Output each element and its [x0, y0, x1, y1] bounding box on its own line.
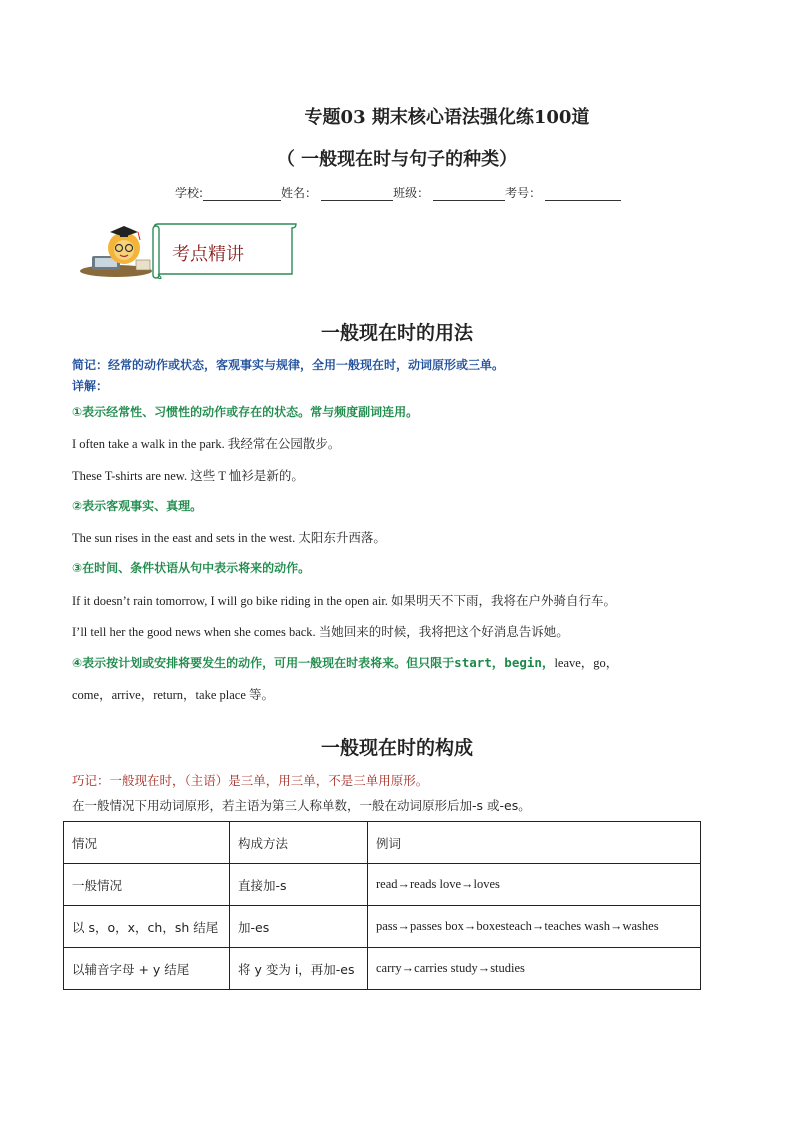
usage-point-4-tail: leave，go， — [554, 656, 619, 670]
example-1: I often take a walk in the park. 我经常在公园散步。 — [72, 437, 341, 451]
table-cell: 加-es — [230, 906, 368, 948]
example-3: The sun rises in the east and sets in the west. 太阳东升西落。 — [72, 531, 386, 545]
usage-point-4-keywords: start，begin， — [454, 655, 555, 670]
table-header-row — [64, 822, 701, 864]
usage-point-3: ③在时间、条件状语从句中表示将来的动作。 — [72, 561, 311, 575]
usage-point-4-continued: come，arrive，return，take place 等。 — [72, 688, 274, 702]
class-blank[interactable] — [433, 186, 505, 201]
student-info-line — [175, 184, 621, 201]
section-heading-usage: 一般现在时的用法 — [320, 322, 473, 344]
table-cell: 以辅音字母 + y 结尾 — [64, 948, 230, 990]
exam-number-label: 考号： — [505, 186, 542, 200]
table-row — [64, 864, 701, 906]
table-cell: pass→passes box→boxesteach→teaches wash→washes — [368, 906, 701, 948]
table-cell: 以 s，o，x，ch，sh 结尾 — [64, 906, 230, 948]
table-cell: 将 y 变为 i，再加-es — [230, 948, 368, 990]
mascot-scholar-icon — [76, 222, 156, 278]
exam-number-blank[interactable] — [545, 186, 621, 201]
table-cell: 直接加-s — [230, 864, 368, 906]
name-label: 姓名： — [281, 186, 318, 200]
name-blank[interactable] — [321, 186, 393, 201]
usage-point-1: ①表示经常性、习惯性的动作或存在的状态。常与频度副词连用。 — [72, 405, 419, 419]
table-cell: read→reads love→loves — [368, 864, 701, 906]
page-subtitle: （ 一般现在时与句子的种类） — [276, 149, 518, 170]
example-4: If it doesn’t rain tomorrow, I will go bike riding in the open air. 如果明天不下雨，我将在户外骑自行车。 — [72, 594, 617, 608]
table-header-examples: 例词 — [368, 822, 701, 864]
table-cell: 一般情况 — [64, 864, 230, 906]
table-cell: carry→carries study→studies — [368, 948, 701, 990]
school-label: 学校: — [175, 186, 204, 200]
school-blank[interactable] — [203, 186, 281, 201]
table-header-case: 情况 — [64, 822, 230, 864]
example-2: These T-shirts are new. 这些 T 恤衫是新的。 — [72, 469, 304, 483]
table-row — [64, 906, 701, 948]
usage-point-4 — [72, 653, 618, 671]
usage-summary: 简记：经常的动作或状态，客观事实与规律，全用一般现在时，动词原形或三单。 — [72, 358, 505, 372]
formation-intro: 在一般情况下用动词原形，若主语为第三人称单数，一般在动词原形后加-s 或-es。 — [72, 798, 531, 813]
usage-point-2: ②表示客观事实、真理。 — [72, 499, 203, 513]
page-title: 专题03 期末核心语法强化练100道 — [304, 107, 590, 128]
section-heading-formation: 一般现在时的构成 — [320, 737, 473, 759]
formation-table — [63, 821, 701, 990]
usage-point-4-text: ④表示按计划或安排将要发生的动作，可用一般现在时表将来。但只限于 — [72, 656, 455, 670]
detail-label: 详解： — [72, 379, 109, 393]
table-header-method: 构成方法 — [230, 822, 368, 864]
table-row — [64, 948, 701, 990]
example-5: I’ll tell her the good news when she comes back. 当她回来的时候，我将把这个好消息告诉她。 — [72, 625, 569, 639]
class-label: 班级： — [393, 186, 430, 200]
formation-mnemonic: 巧记：一般现在时，（主语）是三单，用三单，不是三单用原形。 — [72, 773, 429, 788]
badge-label: 考点精讲 — [172, 244, 244, 265]
